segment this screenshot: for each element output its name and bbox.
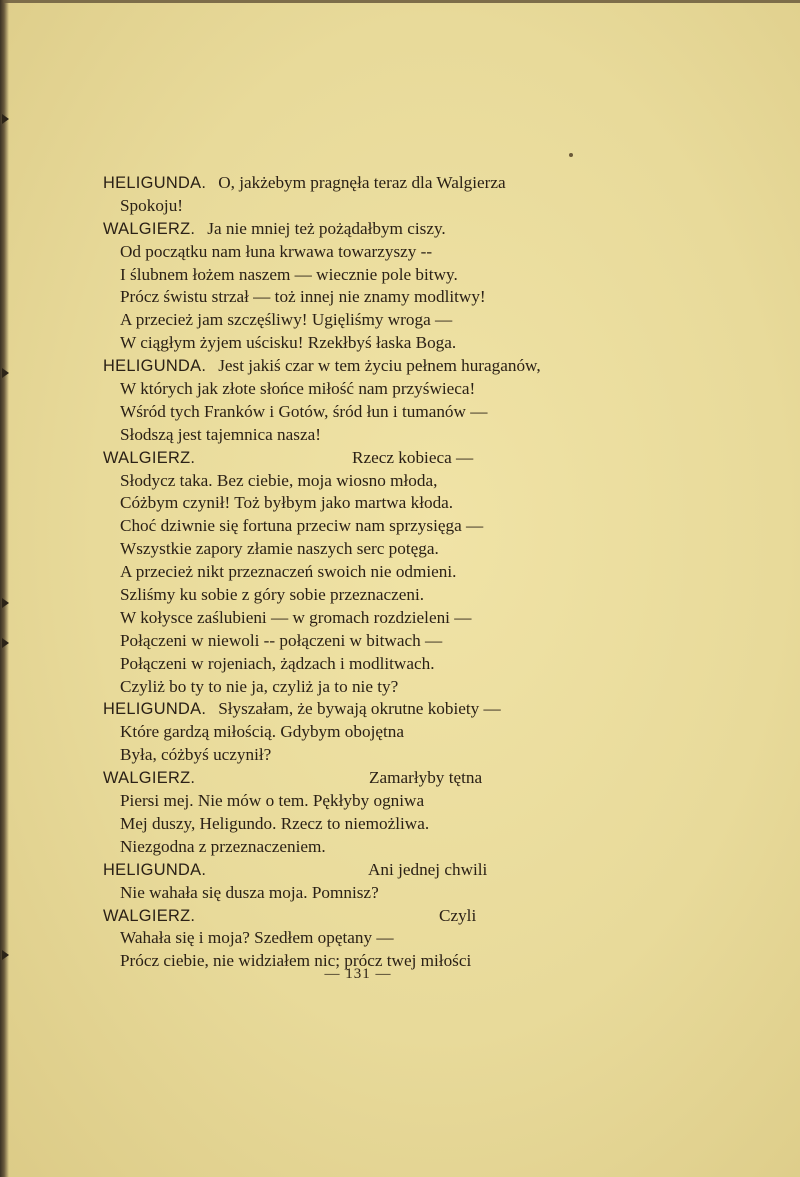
text-line bbox=[103, 653, 643, 676]
verse-text: W kołysce zaślubieni — w gromach rozdzieleni — bbox=[120, 607, 472, 627]
text-line bbox=[103, 882, 643, 905]
speaker-name: HELIGUNDA. bbox=[103, 174, 207, 192]
paper-speck bbox=[569, 153, 573, 157]
text-line bbox=[103, 492, 643, 515]
verse-text: Szliśmy ku sobie z góry sobie przeznaczeni. bbox=[120, 585, 425, 605]
page-binding-edge bbox=[0, 0, 9, 1177]
text-line bbox=[103, 607, 643, 630]
verse-text: Czyli bbox=[439, 905, 477, 925]
verse-text: Słyszałam, że bywają okrutne kobiety — bbox=[218, 699, 501, 719]
edge-mark bbox=[2, 598, 9, 608]
verse-text: Prócz świstu strzał — toż innej nie znamy modlitwy! bbox=[120, 287, 486, 307]
text-line bbox=[103, 676, 643, 699]
text-line bbox=[103, 218, 643, 241]
edge-mark bbox=[2, 368, 9, 378]
text-line bbox=[103, 195, 643, 218]
text-line bbox=[103, 538, 643, 561]
text-line bbox=[103, 767, 643, 790]
speaker-name: HELIGUNDA. bbox=[103, 700, 207, 719]
text-line bbox=[103, 355, 643, 378]
text-line bbox=[103, 424, 643, 447]
text-line bbox=[103, 264, 643, 287]
verse-text: Wahała się i moja? Szedłem opętany — bbox=[120, 928, 394, 948]
text-line bbox=[103, 836, 643, 859]
verse-text: Połączeni w niewoli -- połączeni w bitwach — bbox=[120, 630, 443, 650]
speaker-name: WALGIERZ. bbox=[103, 906, 196, 925]
verse-text: Choć dziwnie się fortuna przeciw nam sprzysięga — bbox=[120, 516, 484, 536]
text-line bbox=[103, 515, 643, 538]
speaker-name: HELIGUNDA. bbox=[103, 357, 207, 376]
text-line bbox=[103, 721, 643, 744]
verse-text: Rzecz kobieca — bbox=[352, 447, 474, 467]
text-line bbox=[103, 927, 643, 950]
text-line bbox=[103, 859, 643, 882]
text-line bbox=[103, 378, 643, 401]
text-line bbox=[103, 561, 643, 584]
edge-mark bbox=[2, 950, 9, 960]
verse-text: Od początku nam łuna krwawa towarzyszy -- bbox=[120, 241, 433, 261]
verse-text: Słodszą jest tajemnica nasza! bbox=[120, 424, 321, 444]
edge-mark bbox=[2, 638, 9, 648]
verse-text: Które gardzą miłością. Gdybym obojętna bbox=[120, 722, 404, 742]
text-line bbox=[103, 332, 643, 355]
verse-text: Połączeni w rojeniach, żądzach i modlitwach. bbox=[120, 653, 435, 673]
edge-mark bbox=[2, 114, 9, 124]
text-line bbox=[103, 905, 643, 928]
text-line bbox=[103, 584, 643, 607]
verse-text: Mej duszy, Heligundo. Rzecz to niemożliwa. bbox=[120, 813, 430, 833]
verse-text: Niezgodna z przeznaczeniem. bbox=[120, 836, 326, 856]
text-line bbox=[103, 744, 643, 767]
verse-text: O, jakżebym pragnęła teraz dla Walgierza bbox=[218, 173, 506, 192]
verse-text: Wszystkie zapory złamie naszych serc potęga. bbox=[120, 539, 439, 559]
verse-text: Prócz ciebie, nie widziałem nic; prócz twej miłości bbox=[120, 951, 472, 971]
verse-text: Czyliż bo ty to nie ja, czyliż ja to nie ty? bbox=[120, 676, 399, 696]
text-line bbox=[103, 172, 643, 195]
text-line bbox=[103, 241, 643, 264]
text-line bbox=[103, 401, 643, 424]
verse-text: Jest jakiś czar w tem życiu pełnem huraganów, bbox=[218, 356, 541, 376]
page-top-edge bbox=[0, 0, 800, 3]
verse-text: Ani jednej chwili bbox=[368, 859, 488, 879]
verse-text: Piersi mej. Nie mów o tem. Pękłyby ogniwa bbox=[120, 791, 425, 811]
text-line bbox=[103, 630, 643, 653]
verse-text: A przecież nikt przeznaczeń swoich nie odmieni. bbox=[120, 562, 457, 582]
speaker-name: WALGIERZ. bbox=[103, 219, 196, 238]
text-line bbox=[103, 698, 643, 721]
verse-text: Nie wahała się dusza moja. Pomnisz? bbox=[120, 882, 379, 902]
verse-text: Była, cóżbyś uczynił? bbox=[120, 745, 272, 765]
text-line bbox=[103, 470, 643, 493]
verse-text: Zamarłyby tętna bbox=[369, 768, 483, 788]
text-line bbox=[103, 309, 643, 332]
text-line bbox=[103, 447, 643, 470]
verse-text: I ślubnem łożem naszem — wiecznie pole bitwy. bbox=[120, 264, 458, 284]
verse-text: Spokoju! bbox=[120, 195, 184, 215]
verse-text: W których jak złote słońce miłość nam przyświeca! bbox=[120, 379, 476, 399]
verse-text: W ciągłym żyjem uścisku! Rzekłbyś łaska Boga. bbox=[120, 333, 457, 353]
text-line bbox=[103, 286, 643, 309]
verse-text: Wśród tych Franków i Gotów, śród łun i tumanów — bbox=[120, 401, 488, 421]
text-line bbox=[103, 813, 643, 836]
text-line bbox=[103, 790, 643, 813]
verse-text: Słodycz taka. Bez ciebie, moja wiosno młoda, bbox=[120, 470, 438, 490]
verse-text: Ja nie mniej też pożądałbym ciszy. bbox=[207, 218, 446, 238]
verse-text: A przecież jam szczęśliwy! Ugięliśmy wroga — bbox=[120, 310, 453, 330]
verse-text: Cóżbym czynił! Toż byłbym jako martwa kłoda. bbox=[120, 493, 454, 513]
page-number: — 131 — bbox=[324, 966, 392, 982]
dialogue-text bbox=[103, 172, 643, 973]
speaker-name: WALGIERZ. bbox=[103, 769, 196, 788]
speaker-name: WALGIERZ. bbox=[103, 448, 196, 467]
speaker-name: HELIGUNDA. bbox=[103, 860, 207, 879]
